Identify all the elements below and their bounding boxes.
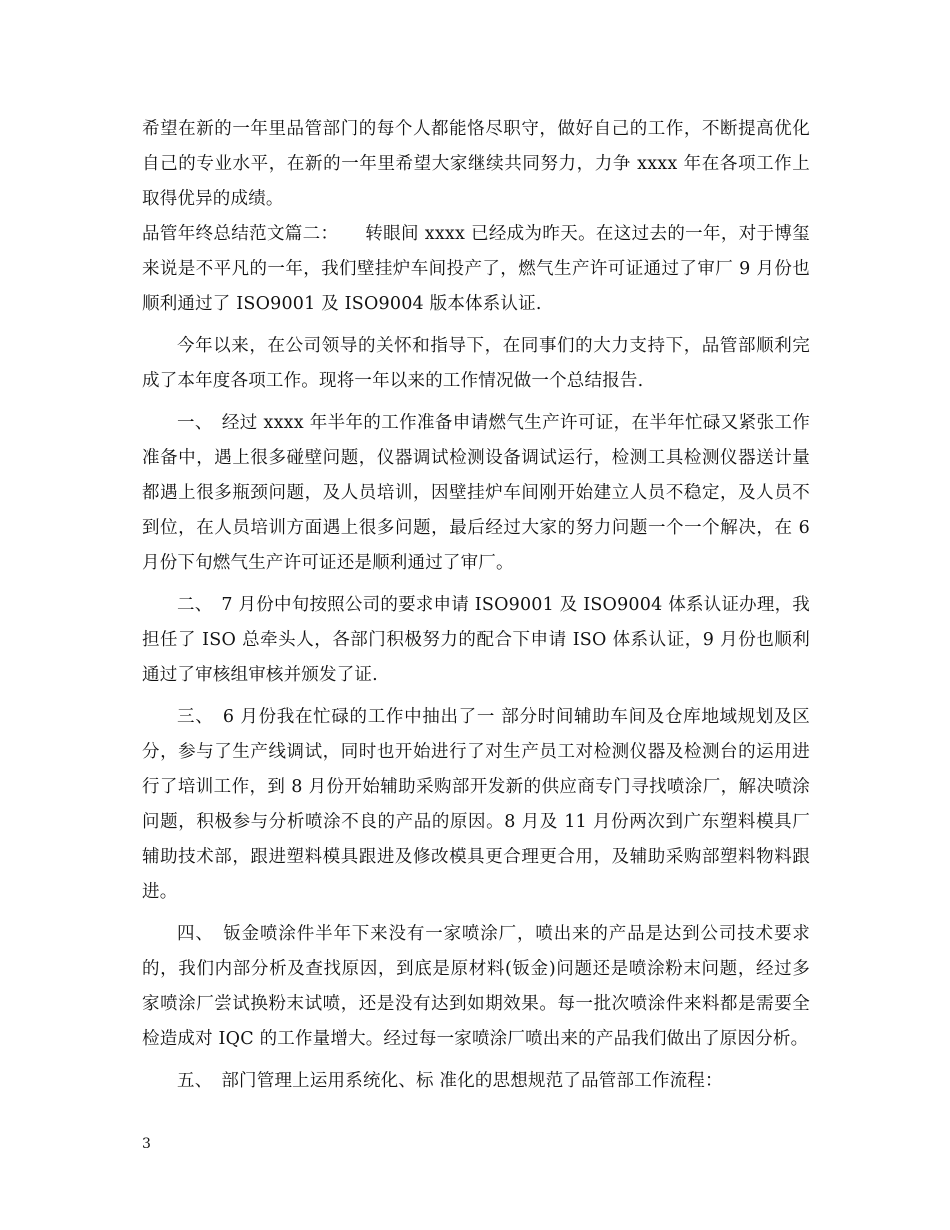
document-body <box>142 112 810 1099</box>
paragraph-item-one: 一、 经过 xxxx 年半年的工作准备申请燃气生产许可证，在半年忙碌又紧张工作准备中，遇上很多碰壁问题，仪器调试检测设备调试运行，检测工具检测仪器送计量都遇上很多瓶颈问题，及人员培训，因壁挂炉车间刚开始建立人员不稳定，及人员不到位，在人员培训方面遇上很多问题，最后经过大家的努力问题一个一个解决，在 6 月份下旬燃气生产许可证还是顺利通过了审厂。 <box>142 413 810 573</box>
paragraph-item-four: 四、 钣金喷涂件半年下来没有一家喷涂厂，喷出来的产品是达到公司技术要求的，我们内部分析及查找原因，到底是原材料(钣金)问题还是喷涂粉末问题，经过多家喷涂厂尝试换粉末试喷，还是没有达到如期效果。每一批次喷涂件来料都是需要全检造成对 IQC 的工作量增大。经过每一家喷涂厂喷出来的产品我们做出了原因分析。 <box>142 924 810 1049</box>
paragraph-item-two: 二、 7 月份中旬按照公司的要求申请 ISO9001 及 ISO9004 体系认证办理，我担任了 ISO 总牵头人，各部门积极努力的配合下申请 ISO 体系认证，9 月份也顺利通过了审核组审核并颁发了证. <box>142 595 810 685</box>
paragraph-intro-report: 今年以来，在公司领导的关怀和指导下，在同事们的大力支持下，品管部顺利完成了本年度各项工作。现将一年以来的工作情况做一个总结报告. <box>142 336 810 391</box>
paragraph-closing-wishes: 希望在新的一年里品管部门的每个人都能恪尽职守，做好自己的工作，不断提高优化自己的专业水平，在新的一年里希望大家继续共同努力，力争 xxxx 年在各项工作上取得优异的成绩。 <box>142 119 810 209</box>
page-number: 3 <box>142 1136 151 1152</box>
paragraph-item-five: 五、 部门管理上运用系统化、标 准化的思想规范了品管部工作流程： <box>177 1071 723 1091</box>
paragraph-summary-part-two: 品管年终总结范文篇二： 转眼间 xxxx 已经成为昨天。在这过去的一年，对于博玺来说是不平凡的一年，我们壁挂炉车间投产了，燃气生产许可证通过了审厂 9 月份也顺利通过了 ISO9001 及 ISO9004 版本体系认证. <box>142 224 810 314</box>
paragraph-item-three: 三、 6 月份我在忙碌的工作中抽出了一 部分时间辅助车间及仓库地域规划及区分，参与了生产线调试，同时也开始进行了对生产员工对检测仪器及检测台的运用进行了培训工作，到 8 月份开始辅助采购部开发新的供应商专门寻找喷涂厂，解决喷涂问题，积极参与分析喷涂不良的产品的原因。8 月及 11 月份两次到广东塑料模具厂辅助技术部，跟进塑料模具跟进及修改模具更合理更合用，及辅助采购部塑料物料跟进。 <box>142 707 810 902</box>
